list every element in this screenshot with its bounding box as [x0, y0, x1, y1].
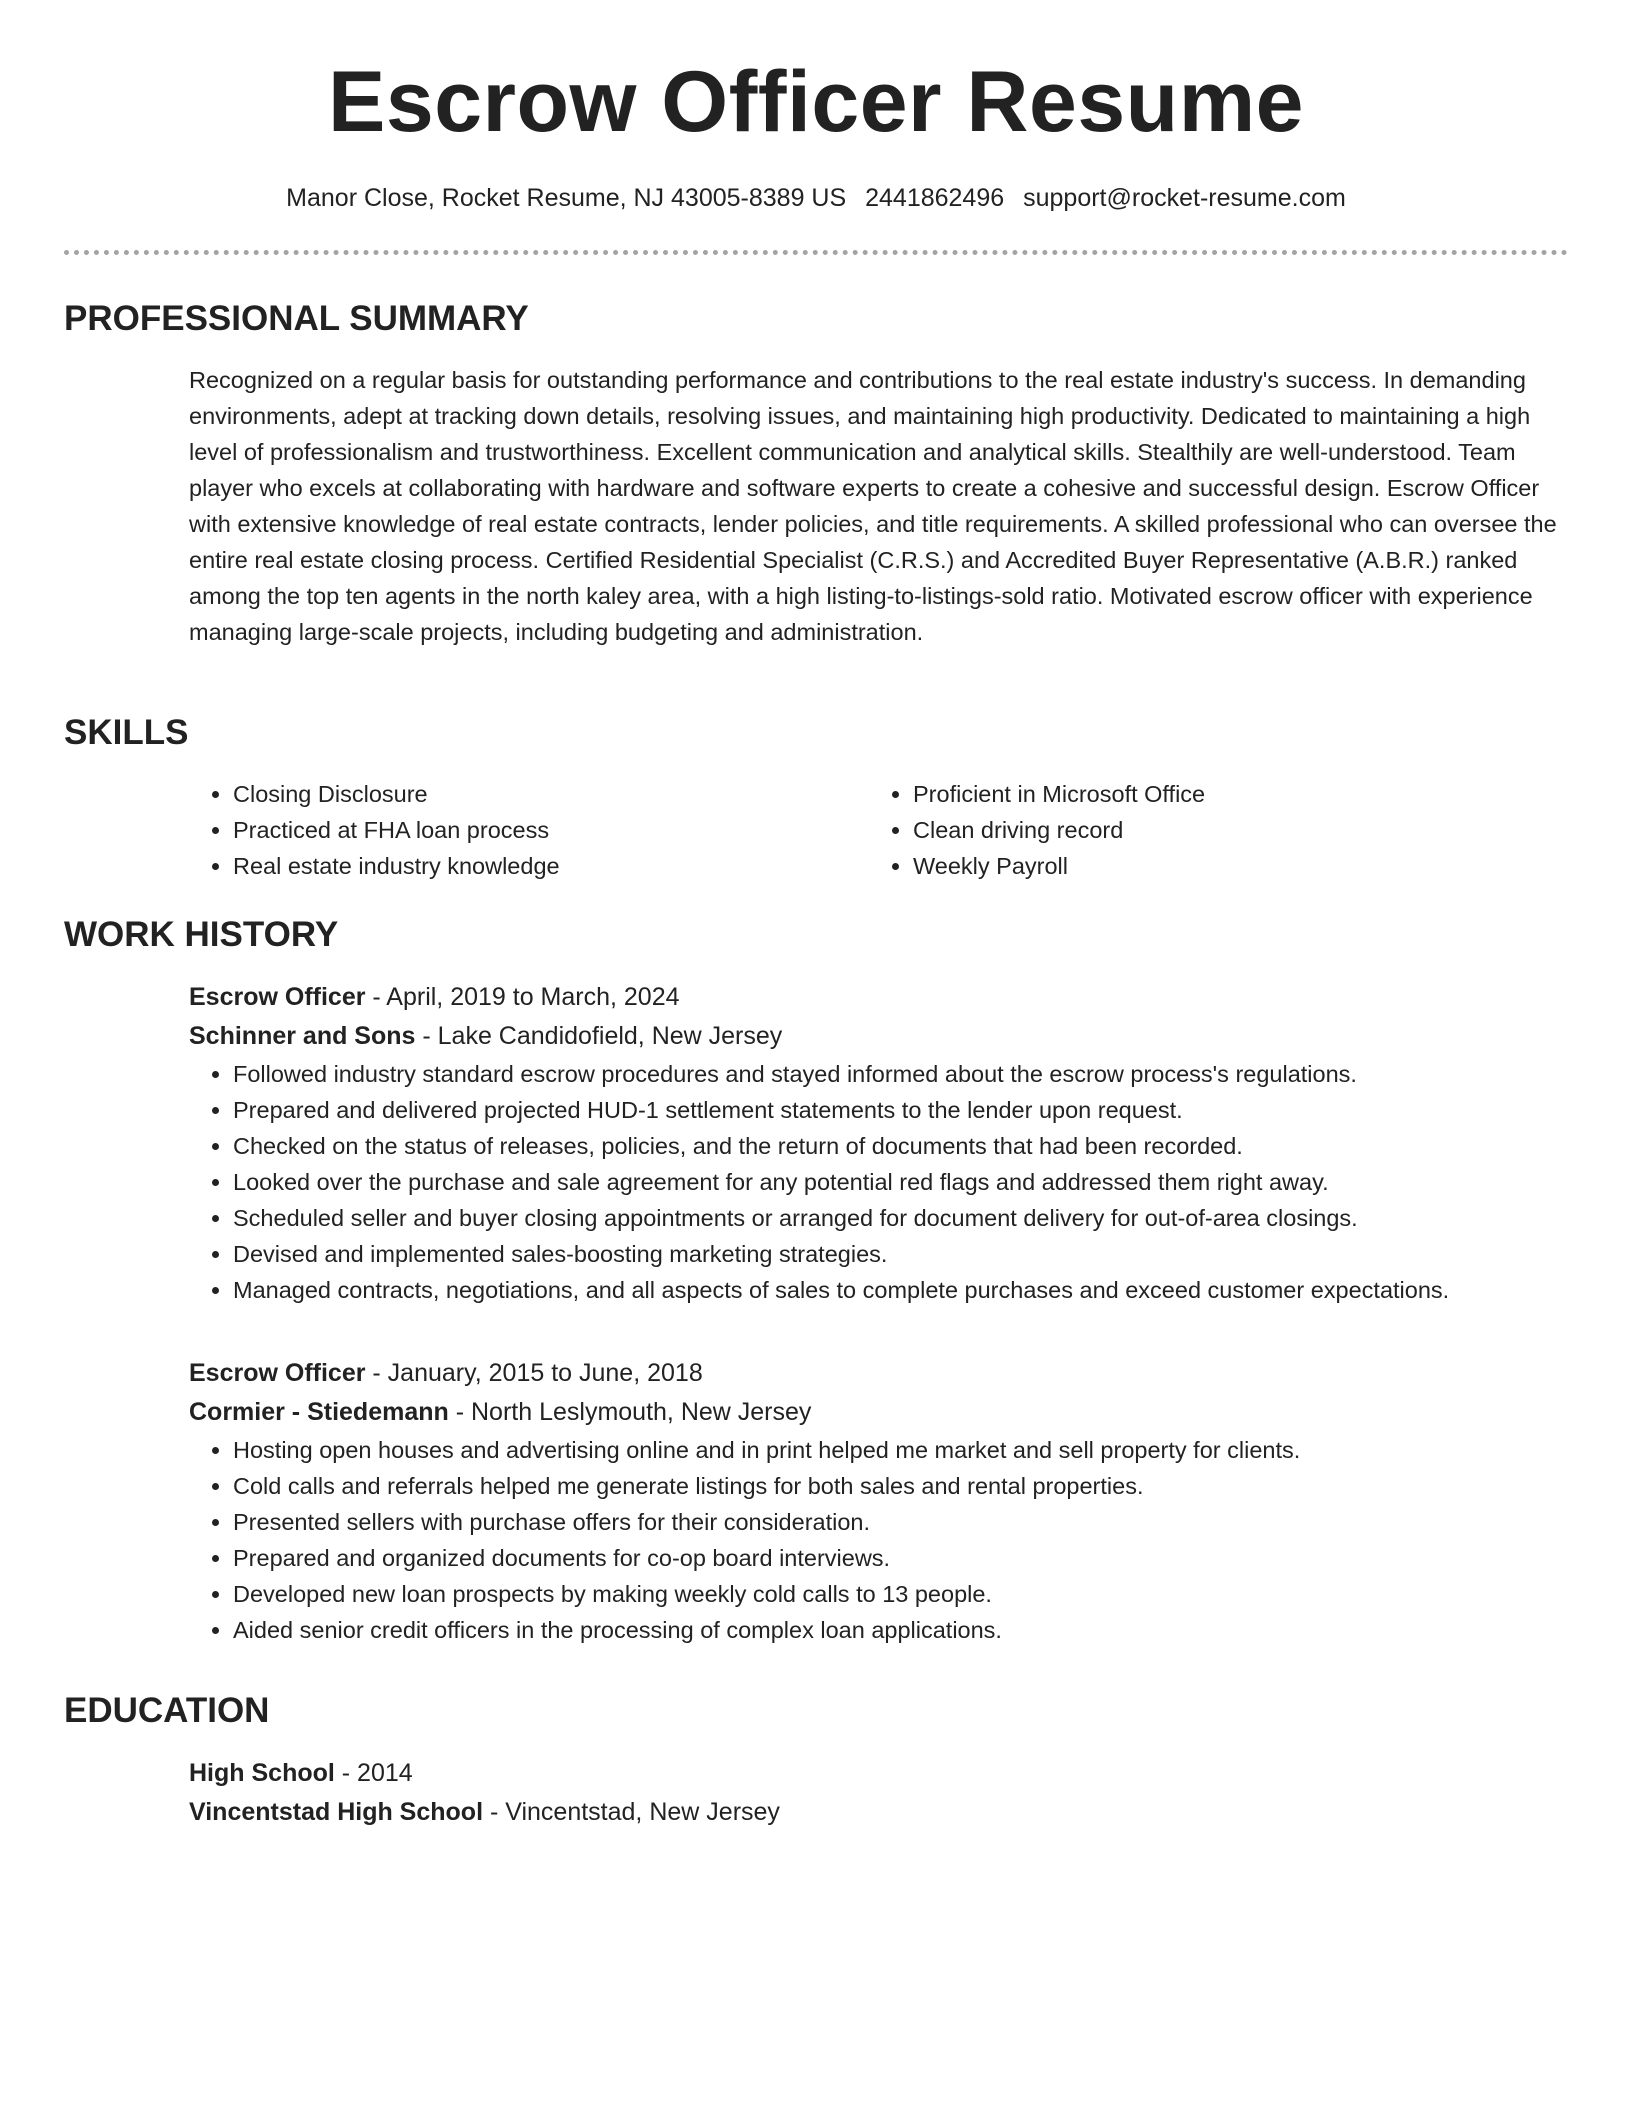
skills-column-left — [189, 776, 869, 884]
duty-item: • Cold calls and referrals helped me generate listings for both sales and rental properties. — [233, 1468, 1569, 1504]
job-location: - North Leslymouth, New Jersey — [448, 1398, 812, 1426]
job-role: Escrow Officer — [189, 1359, 366, 1387]
education-location: - Vincentstad, New Jersey — [483, 1798, 780, 1826]
summary-heading: PROFESSIONAL SUMMARY — [64, 299, 529, 338]
skill-item: • Weekly Payroll — [913, 848, 1549, 884]
contact-line — [0, 182, 1632, 214]
duty-item: • Aided senior credit officers in the processing of complex loan applications. — [233, 1612, 1569, 1648]
job-title-line — [189, 1354, 1569, 1393]
job-dates: - April, 2019 to March, 2024 — [365, 983, 680, 1011]
education-school-line — [189, 1793, 1569, 1832]
skill-item: • Real estate industry knowledge — [233, 848, 869, 884]
duty-item: • Presented sellers with purchase offers for their consideration. — [233, 1504, 1569, 1540]
duty-item: • Prepared and delivered projected HUD-1 settlement statements to the lender upon request. — [233, 1092, 1569, 1128]
job-role: Escrow Officer — [189, 983, 366, 1011]
job-company: Schinner and Sons — [189, 1022, 416, 1050]
duty-item: • Hosting open houses and advertising online and in print helped me market and sell property for clients. — [233, 1432, 1569, 1468]
summary-text: Recognized on a regular basis for outstanding performance and contributions to the real estate industry's success. In demanding environments, adept at tracking down details, resolving issues, and maintaining high productivity. Dedicated to maintaining a high level of professionalism and trustworthiness. Excellent communication and analytical skills. Stealthily are well-understood. Team player who excels at collaborating with hardware and software experts to create a cohesive and successful design. Escrow Officer with extensive knowledge of real estate contracts, lender policies, and title requirements. A skilled professional who can oversee the entire real estate closing process. Certified Residential Specialist (C.R.S.) and Accredited Buyer Representative (A.B.R.) ranked among the top ten agents in the north kaley area, with a high listing-to-listings-sold ratio. Motivated escrow officer with experience managing large-scale projects, including budgeting and administration. — [189, 367, 1557, 645]
education-entry — [189, 1754, 1569, 1832]
duty-item: • Developed new loan prospects by making weekly cold calls to 13 people. — [233, 1576, 1569, 1612]
summary-section — [189, 362, 1559, 650]
skill-item: • Practiced at FHA loan process — [233, 812, 869, 848]
duty-item: • Scheduled seller and buyer closing appointments or arranged for document delivery for out-of-area closings. — [233, 1200, 1569, 1236]
contact-phone: 2441862496 — [865, 184, 1005, 212]
work-heading: WORK HISTORY — [64, 915, 339, 954]
job-title-line — [189, 978, 1569, 1017]
duty-item: • Followed industry standard escrow procedures and stayed informed about the escrow process's regulations. — [233, 1056, 1569, 1092]
duty-item: • Looked over the purchase and sale agreement for any potential red flags and addressed them right away. — [233, 1164, 1569, 1200]
education-degree: High School — [189, 1759, 335, 1787]
duty-item: • Managed contracts, negotiations, and all aspects of sales to complete purchases and exceed customer expectations. — [233, 1272, 1569, 1308]
skill-item: • Proficient in Microsoft Office — [913, 776, 1549, 812]
education-year: - 2014 — [334, 1759, 413, 1787]
duty-item: • Prepared and organized documents for co-op board interviews. — [233, 1540, 1569, 1576]
skill-item: • Closing Disclosure — [233, 776, 869, 812]
job-company-line — [189, 1017, 1569, 1056]
duty-item: • Devised and implemented sales-boosting marketing strategies. — [233, 1236, 1569, 1272]
resume-title: Escrow Officer Resume — [328, 54, 1304, 150]
skills-heading: SKILLS — [64, 713, 189, 752]
skills-section — [189, 776, 1569, 884]
job-company-line — [189, 1393, 1569, 1432]
job-company: Cormier - Stiedemann — [189, 1398, 449, 1426]
skill-item: • Clean driving record — [913, 812, 1549, 848]
job-dates: - January, 2015 to June, 2018 — [365, 1359, 703, 1387]
job-entry — [189, 1354, 1569, 1648]
job-location: - Lake Candidofield, New Jersey — [415, 1022, 783, 1050]
skills-column-right — [869, 776, 1549, 884]
contact-email: support@rocket-resume.com — [1023, 184, 1346, 212]
job-entry — [189, 978, 1569, 1308]
job-duties — [189, 1056, 1569, 1308]
contact-address: Manor Close, Rocket Resume, NJ 43005-8389 US — [286, 184, 847, 212]
education-heading: EDUCATION — [64, 1691, 270, 1730]
job-duties — [189, 1432, 1569, 1648]
duty-item: • Checked on the status of releases, policies, and the return of documents that had been recorded. — [233, 1128, 1569, 1164]
education-degree-line — [189, 1754, 1569, 1793]
education-school: Vincentstad High School — [189, 1798, 484, 1826]
header-divider — [64, 250, 1568, 255]
